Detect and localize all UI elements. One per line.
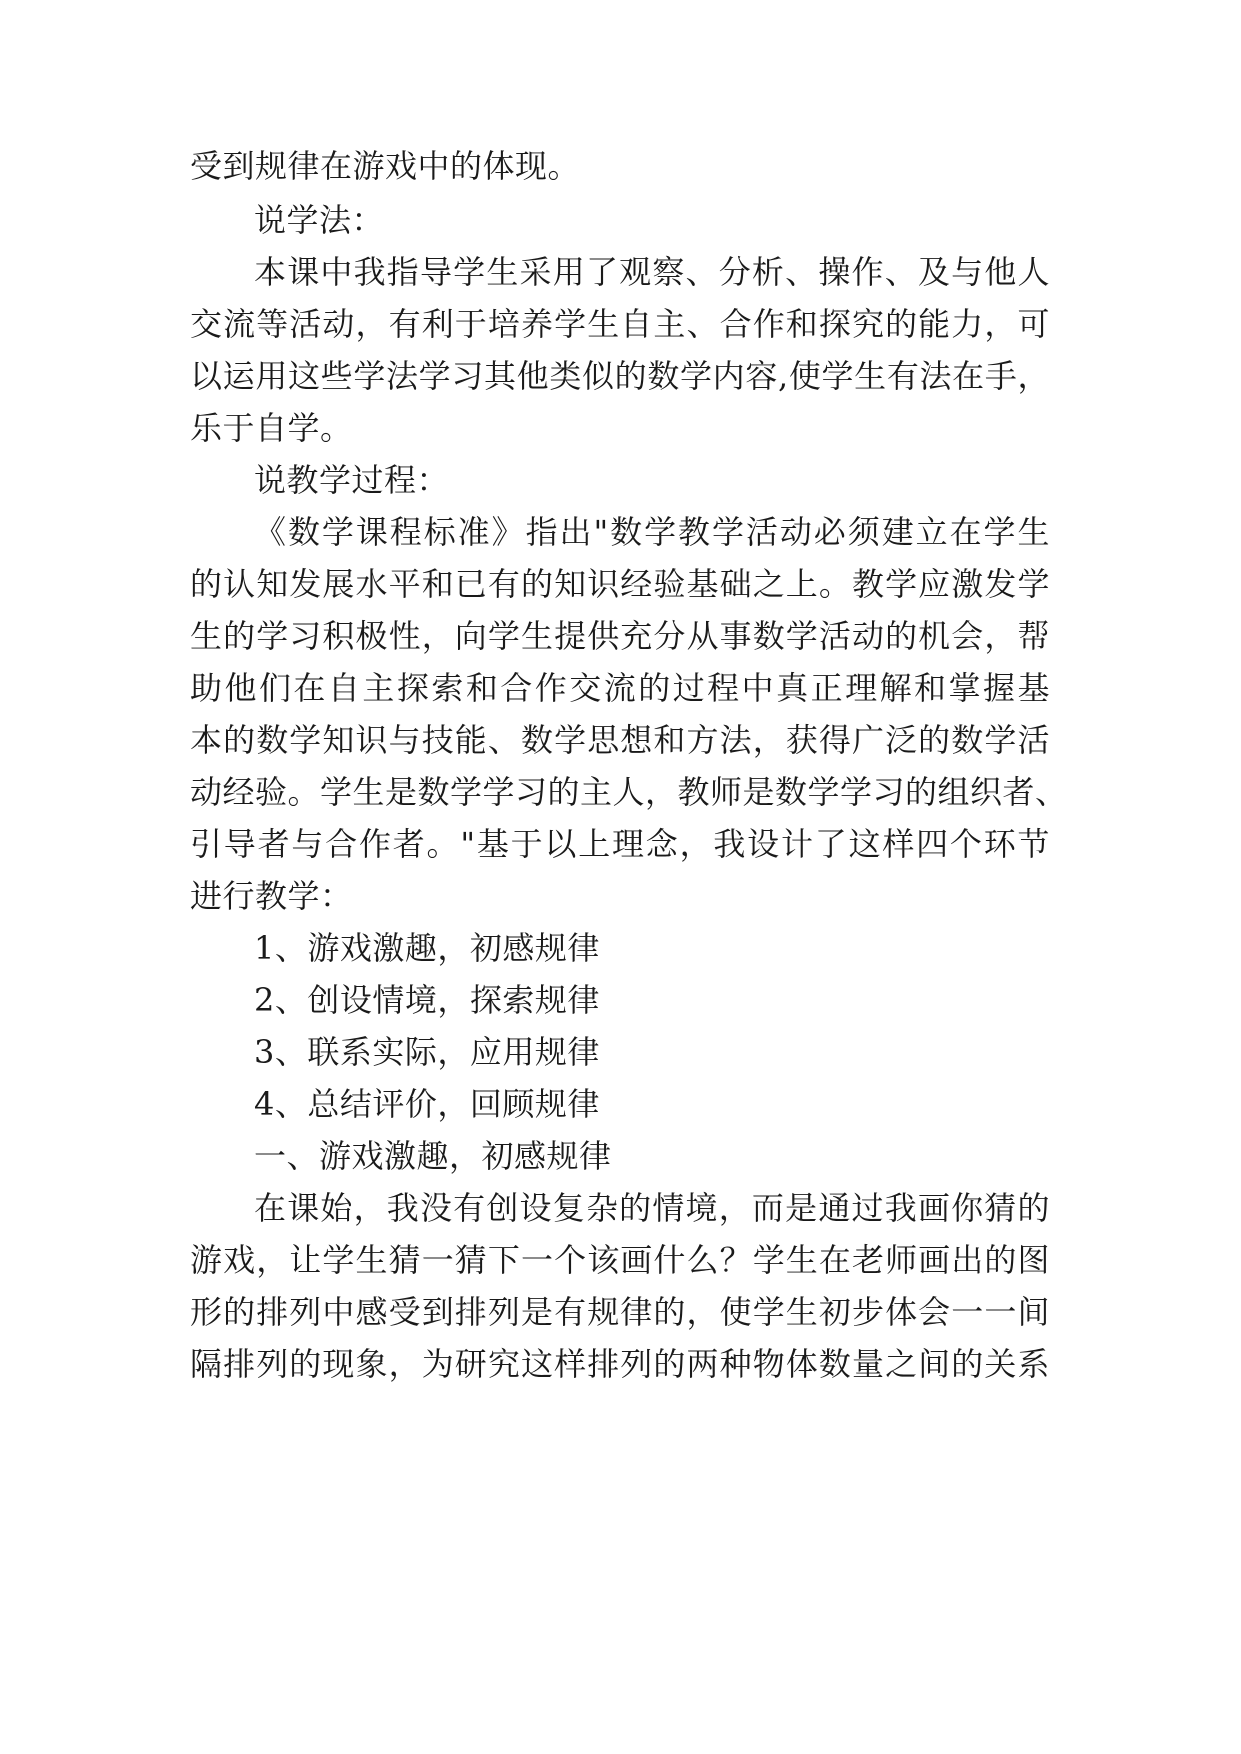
text-line: 引导者与合作者。"基于以上理念，我设计了这样四个环节	[190, 825, 1050, 863]
text-line: 助他们在自主探索和合作交流的过程中真正理解和掌握基	[190, 669, 1050, 707]
text-line: 隔排列的现象，为研究这样排列的两种物体数量之间的关系	[190, 1345, 1050, 1383]
heading-teaching-process: 说教学过程：	[254, 461, 450, 499]
list-item: 3、联系实际，应用规律	[254, 1033, 600, 1071]
text-line: 生的学习积极性，向学生提供充分从事数学活动的机会，帮	[190, 617, 1050, 655]
list-item: 4、总结评价，回顾规律	[254, 1085, 600, 1123]
text-line: 《数学课程标准》指出"数学教学活动必须建立在学生	[254, 513, 1050, 551]
text-line: 的认知发展水平和已有的知识经验基础之上。教学应激发学	[190, 565, 1050, 603]
list-item: 1、游戏激趣，初感规律	[254, 929, 600, 967]
text-line: 本的数学知识与技能、数学思想和方法，获得广泛的数学活	[190, 721, 1050, 759]
text-line: 以运用这些学法学习其他类似的数学内容,使学生有法在手，	[190, 357, 1050, 395]
text-line: 交流等活动，有利于培养学生自主、合作和探究的能力，可	[190, 305, 1050, 343]
text-line: 乐于自学。	[190, 409, 353, 447]
text-line: 本课中我指导学生采用了观察、分析、操作、及与他人	[254, 253, 1050, 291]
text-line: 动经验。学生是数学学习的主人，教师是数学学习的组织者、	[190, 773, 1068, 811]
list-item: 2、创设情境，探索规律	[254, 981, 600, 1019]
heading-study-methods: 说学法：	[254, 201, 385, 239]
text-line: 进行教学：	[190, 877, 353, 915]
text-line: 游戏，让学生猜一猜下一个该画什么？学生在老师画出的图	[190, 1241, 1050, 1279]
text-line: 形的排列中感受到排列是有规律的，使学生初步体会一一间	[190, 1293, 1050, 1331]
text-line: 受到规律在游戏中的体现。	[190, 147, 581, 185]
section-heading: 一、游戏激趣，初感规律	[254, 1137, 612, 1175]
text-line: 在课始，我没有创设复杂的情境，而是通过我画你猜的	[254, 1189, 1050, 1227]
